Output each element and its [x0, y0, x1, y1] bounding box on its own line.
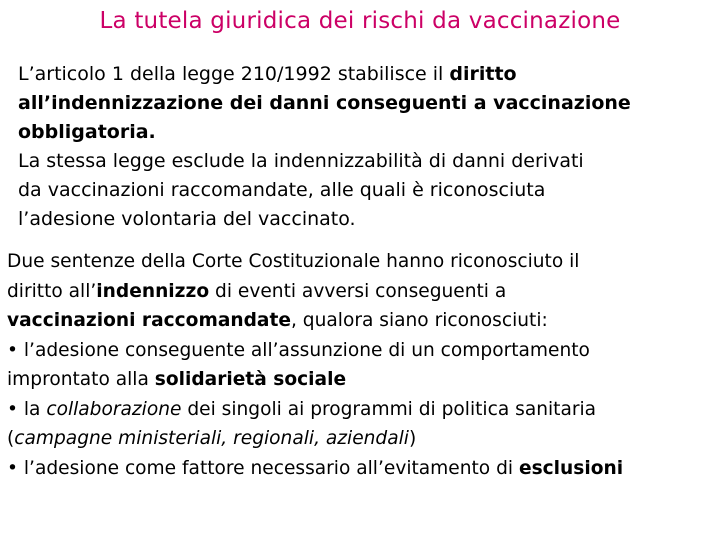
- text-run: , qualora siano riconosciuti:: [290, 310, 548, 331]
- bullet-item: [7, 395, 623, 425]
- text-run: La stessa legge esclude la indennizzabilità di danni derivati: [18, 150, 584, 172]
- emphasis-text: indennizzo: [96, 280, 210, 302]
- bullet-item: [7, 336, 623, 366]
- text-run: da vaccinazioni raccomandate, alle quali è riconosciuta: [18, 179, 546, 201]
- text-run: (: [7, 428, 15, 449]
- text-run: Due sentenze della Corte Costituzionale hanno riconosciuto il: [7, 251, 580, 272]
- text-line: [7, 247, 623, 277]
- emphasis-text: all’indennizzazione dei danni conseguenti a vaccinazione: [18, 92, 631, 114]
- text-line: [18, 60, 631, 89]
- text-run: improntato alla: [7, 369, 155, 390]
- emphasis-text: solidarietà sociale: [154, 369, 347, 390]
- text-line: [18, 89, 631, 118]
- text-line: [7, 424, 623, 454]
- text-run: diritto all’: [7, 280, 97, 302]
- constitutional-court-paragraph: [7, 247, 623, 483]
- text-run: ): [408, 428, 417, 449]
- emphasis-text: vaccinazioni raccomandate: [7, 310, 291, 331]
- slide-title: La tutela giuridica dei rischi da vaccinazione: [99, 8, 621, 34]
- text-run: L’articolo 1 della legge 210/1992 stabilisce il: [18, 63, 450, 85]
- text-run: • la: [7, 398, 47, 420]
- text-line: [18, 176, 631, 205]
- text-line: [18, 147, 631, 176]
- text-run: • l’adesione conseguente all’assunzione di un comportamento: [7, 339, 590, 361]
- bullet-item: [7, 454, 623, 484]
- emphasis-text: obbligatoria.: [18, 121, 156, 143]
- text-run: dei singoli ai programmi di politica sanitaria: [181, 398, 597, 420]
- text-line: [18, 118, 631, 147]
- italic-text: campagne ministeriali, regionali, aziendali: [14, 428, 409, 449]
- text-run: • l’adesione come fattore necessario all’evitamento di: [7, 457, 519, 479]
- emphasis-text: diritto: [449, 63, 517, 85]
- emphasis-text: esclusioni: [518, 457, 624, 479]
- text-line: [18, 205, 631, 234]
- text-line: [7, 306, 623, 336]
- text-run: l’adesione volontaria del vaccinato.: [18, 208, 356, 230]
- text-line: [7, 365, 623, 395]
- law-210-paragraph: [18, 60, 631, 234]
- text-run: di eventi avversi conseguenti a: [209, 280, 507, 302]
- italic-text: collaborazione: [46, 398, 182, 420]
- text-line: [7, 277, 623, 307]
